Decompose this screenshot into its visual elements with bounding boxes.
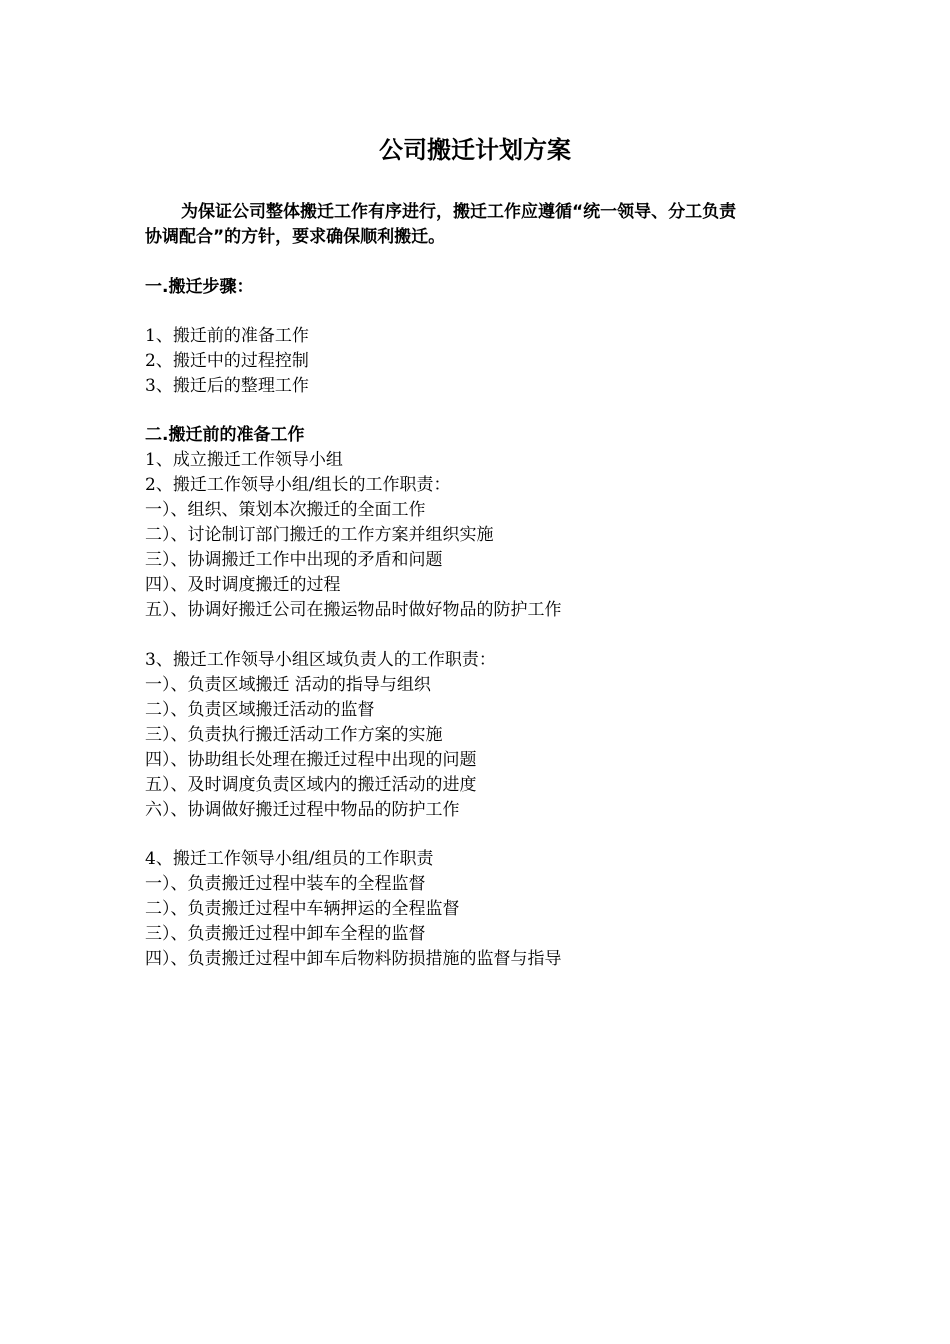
duty-item: 四）、负责搬迁过程中卸车后物料防损措施的监督与指导	[145, 949, 562, 969]
duty-item: 二）、负责搬迁过程中车辆押运的全程监督	[145, 899, 460, 919]
duty-item: 一）、负责区域搬迁 活动的指导与组织	[145, 675, 431, 695]
list-item: 2、搬迁工作领导小组/组长的工作职责：	[145, 475, 451, 495]
section-heading-preparation: 二.搬迁前的准备工作	[145, 425, 305, 445]
document-title: 公司搬迁计划方案	[379, 136, 571, 164]
section-heading-steps: 一.搬迁步骤：	[145, 277, 254, 297]
intro-line-1: 为保证公司整体搬迁工作有序进行，搬迁工作应遵循“统一领导、分工负责	[181, 202, 737, 222]
duty-item: 五）、及时调度负责区域内的搬迁活动的进度	[145, 775, 477, 795]
list-item: 2、搬迁中的过程控制	[145, 351, 309, 371]
duty-item: 一）、组织、策划本次搬迁的全面工作	[145, 500, 426, 520]
duty-item: 二）、讨论制订部门搬迁的工作方案并组织实施	[145, 525, 494, 545]
duty-item: 三）、负责搬迁过程中卸车全程的监督	[145, 924, 426, 944]
duty-item: 五）、协调好搬迁公司在搬运物品时做好物品的防护工作	[145, 600, 562, 620]
duty-item: 三）、负责执行搬迁活动工作方案的实施	[145, 725, 443, 745]
list-item: 1、成立搬迁工作领导小组	[145, 450, 343, 470]
list-item: 4、搬迁工作领导小组/组员的工作职责	[145, 849, 434, 869]
intro-paragraph	[145, 200, 815, 250]
duty-item: 一）、负责搬迁过程中装车的全程监督	[145, 874, 426, 894]
duty-item: 六）、协调做好搬迁过程中物品的防护工作	[145, 800, 460, 820]
list-item: 3、搬迁后的整理工作	[145, 376, 309, 396]
duty-item: 四）、及时调度搬迁的过程	[145, 575, 341, 595]
list-item: 1、搬迁前的准备工作	[145, 326, 309, 346]
duty-item: 四）、协助组长处理在搬迁过程中出现的问题	[145, 750, 477, 770]
list-item: 3、搬迁工作领导小组区域负责人的工作职责：	[145, 650, 496, 670]
duty-item: 二）、负责区域搬迁活动的监督	[145, 700, 375, 720]
intro-line-2: 协调配合”的方针，要求确保顺利搬迁。	[145, 227, 446, 247]
duty-item: 三）、协调搬迁工作中出现的矛盾和问题	[145, 550, 443, 570]
